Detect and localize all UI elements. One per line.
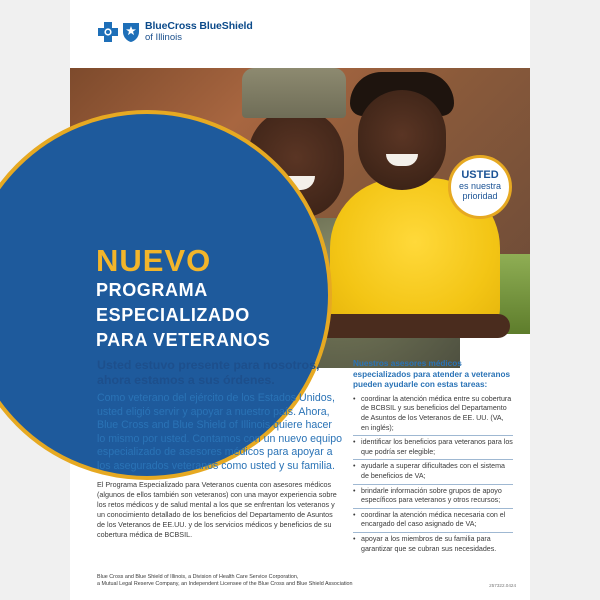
bullet-icon: • <box>353 438 356 447</box>
bullet-icon: • <box>353 486 356 495</box>
brand-logo[interactable] <box>97 21 253 43</box>
brand-line2: of Illinois <box>145 32 182 43</box>
photo-soldier-cap <box>242 68 346 118</box>
right-column <box>353 359 513 558</box>
blueshield-logo-icon <box>122 21 140 43</box>
badge-line2: es nuestra <box>458 181 502 191</box>
headline <box>96 244 270 353</box>
list-item: • apoyar a los miembros de su familia para garantizar que se cubran sus necesidades. <box>353 534 497 553</box>
priority-badge <box>448 155 512 219</box>
tasks-heading: Nuestros asesores médicos especializados para atender a veteranos pueden ayudarle con estas tareas: <box>353 359 511 390</box>
bullet-icon: • <box>353 510 356 519</box>
list-item: • identificar los beneficios para veteranos para los que podría ser elegible; <box>353 438 513 460</box>
header <box>70 0 530 68</box>
list-item: • coordinar la atención médica entre su cobertura de BCBSIL y sus beneficios del Departamento de Asuntos de los Veteranos de EE. UU. (VA, en inglés); <box>353 395 513 436</box>
headline-line-2: ESPECIALIZADO <box>96 305 250 325</box>
list-item: • brindarle información sobre grupos de apoyo específicos para veteranos y otros recursos; <box>353 487 513 509</box>
list-item: • coordinar la atención médica necesaria con el encargado del caso asignado de VA; <box>353 511 513 533</box>
photo-girl-face <box>358 90 446 190</box>
document-code: 257322.0424 <box>489 583 516 588</box>
headline-line-3: PARA VETERANOS <box>96 330 271 350</box>
headline-line-1: PROGRAMA <box>96 280 208 300</box>
badge-line1: USTED <box>461 169 499 181</box>
list-item: • ayudarle a superar dificultades con el sistema de beneficios de VA; <box>353 462 513 484</box>
bullet-icon: • <box>353 534 356 543</box>
hero-photo <box>70 68 530 350</box>
flyer-page <box>70 0 530 600</box>
lead-heading: Usted estuvo presente para nosotros, ahora estamos a sus órdenes. <box>97 358 320 387</box>
photo-arm <box>310 314 510 338</box>
headline-nuevo: NUEVO <box>96 243 212 278</box>
intro-text: Como veterano del ejército de los Estados Unidos, usted eligió servir y apoyar a nuestro país. Ahora, Blue Cross and Blue Shield of Illinois quiere hacer lo mismo por usted. Contamos con un nuevo equipo especializado de asesores médicos para apoyar a los asegurados veteranos como usted y su familia. <box>97 392 342 472</box>
body-paragraph: El Programa Especializado para Veteranos cuenta con asesores médicos (algunos de ellos también son veteranos) con una mayor experiencia sobre los retos médicos y de salud mental a los que se enfrentan los veteranos y un conocimiento detallado de los beneficios del Departamento de Asuntos de los Veteranos de EE.UU. y de los servicios médicos y beneficios de su cobertura médica de BCBSIL. <box>97 479 337 539</box>
brand-name <box>145 21 253 43</box>
left-column <box>97 358 342 540</box>
bullet-icon: • <box>353 462 356 471</box>
bluecross-logo-icon <box>97 21 119 43</box>
tasks-list <box>353 395 513 556</box>
footer-line1: Blue Cross and Blue Shield of Illinois, a Division of Health Care Service Corporation, <box>97 574 299 580</box>
bullet-icon: • <box>353 394 356 403</box>
brand-line1: BlueCross BlueShield <box>145 20 253 32</box>
footer-line2: a Mutual Legal Reserve Company, an Independent Licensee of the Blue Cross and Blue Shield Association <box>97 581 353 588</box>
badge-line3: prioridad <box>462 191 498 201</box>
legal-footer <box>97 574 397 589</box>
